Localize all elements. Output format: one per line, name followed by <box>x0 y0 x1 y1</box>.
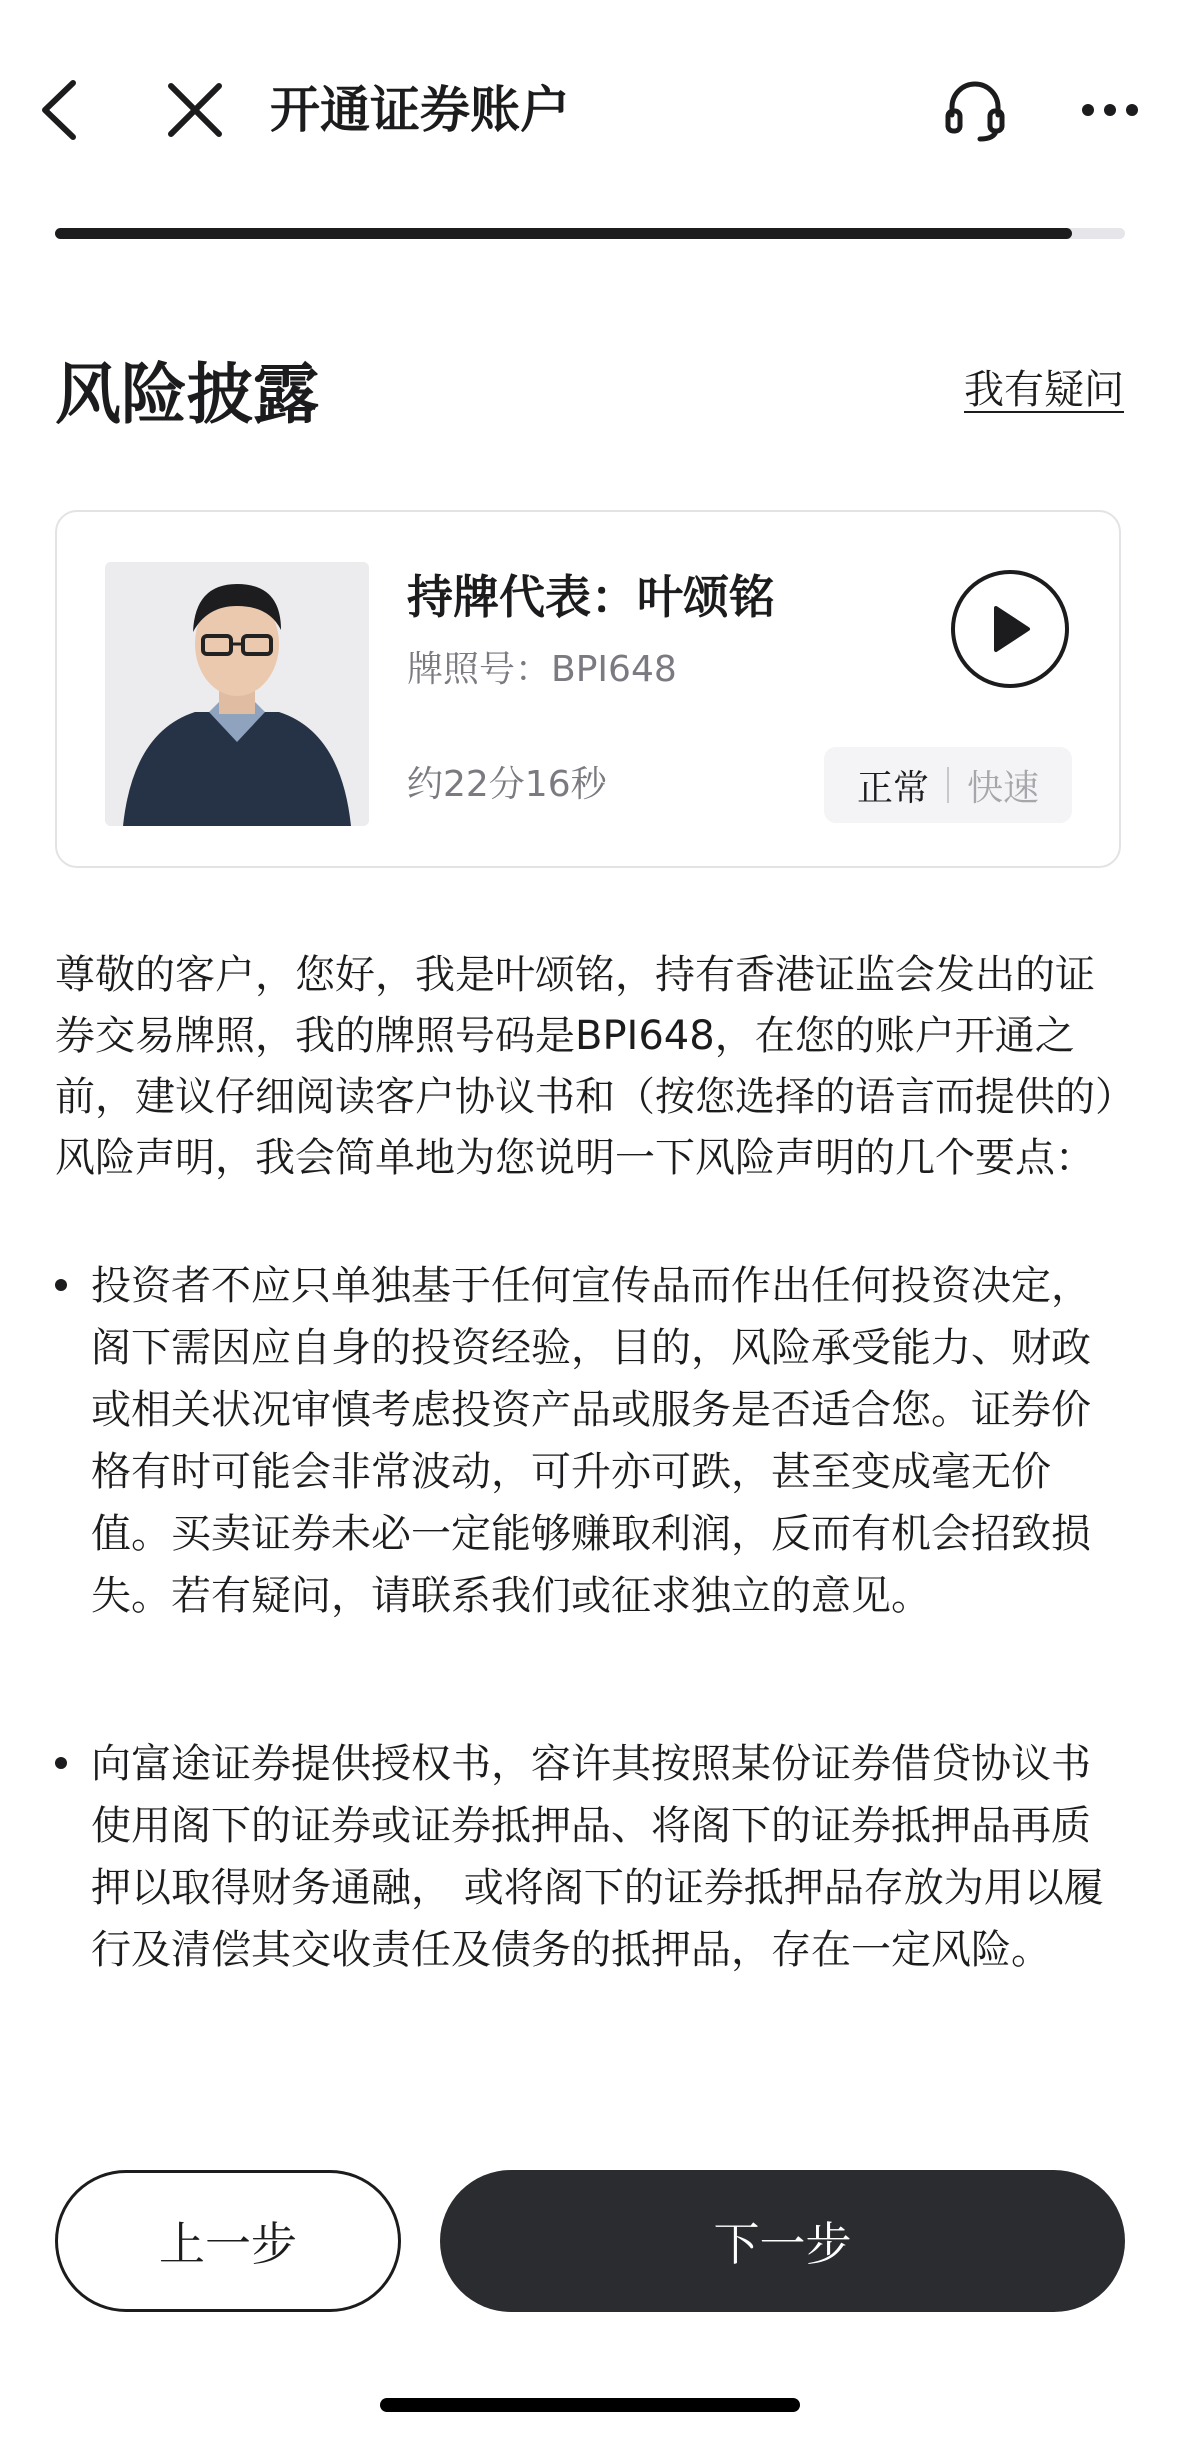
page-title: 风险披露 <box>55 356 319 433</box>
license-label: 牌照号： <box>407 649 552 690</box>
headset-icon <box>942 77 1008 143</box>
playback-speed-toggle <box>824 747 1072 823</box>
representative-name-row <box>407 562 775 632</box>
close-icon <box>165 80 225 140</box>
home-indicator <box>380 2398 800 2412</box>
close-button[interactable] <box>150 60 240 160</box>
play-button[interactable] <box>951 570 1069 688</box>
representative-name: 叶颂铭 <box>637 570 775 624</box>
bullet-text: 投资者不应只单独基于任何宣传品而作出任何投资决定，阁下需因应自身的投资经验，目的，风险承受能力、财政或相关状况审慎考虑投资产品或服务是否适合您。证券价格有时可能会非常波动，可升亦可跌，甚至变成毫无价值。买卖证券未必一定能够赚取利润，反而有机会招致损失。若有疑问，请联系我们或征求独立的意见。 <box>91 1263 1091 1619</box>
progress-fill <box>55 228 1072 239</box>
license-number: BPI648 <box>551 649 677 690</box>
list-item <box>55 1255 1125 1627</box>
representative-card <box>55 510 1121 868</box>
representative-name-label: 持牌代表： <box>407 570 637 624</box>
list-item <box>55 1733 1125 1981</box>
bullet-dot <box>55 1757 67 1769</box>
more-button[interactable] <box>1060 60 1160 160</box>
next-step-button[interactable]: 下一步 <box>440 2170 1125 2312</box>
speed-normal-option[interactable]: 正常 <box>856 767 929 809</box>
customer-service-button[interactable] <box>925 60 1025 160</box>
audio-duration: 约22分16秒 <box>407 764 607 805</box>
help-link[interactable]: 我有疑问 <box>964 367 1124 413</box>
chevron-left-icon <box>35 75 85 145</box>
play-icon <box>988 604 1032 654</box>
bullet-text: 向富途证券提供授权书，容许其按照某份证券借贷协议书使用阁下的证券或证券抵押品、将阁下的证券抵押品再质押以取得财务通融， 或将阁下的证券抵押品存放为用以履行及清偿其交收责任及债务的抵押品，存在一定风险。 <box>91 1741 1104 1973</box>
back-button[interactable] <box>20 60 100 160</box>
bullet-dot <box>55 1279 67 1291</box>
license-row <box>407 642 677 698</box>
nav-title: 开通证券账户 <box>270 81 570 139</box>
scroll-fade <box>0 1980 1179 2120</box>
speed-fast-option[interactable]: 快速 <box>967 767 1040 809</box>
intro-paragraph: 尊敬的客户，您好，我是叶颂铭，持有香港证监会发出的证券交易牌照，我的牌照号码是BPI648，在您的账户开通之前，建议仔细阅读客户协议书和（按您选择的语言而提供的）风险声明，我会简单地为您说明一下风险声明的几个要点： <box>55 952 1115 1181</box>
more-horizontal-icon <box>1080 102 1140 118</box>
previous-step-button[interactable]: 上一步 <box>55 2170 401 2312</box>
representative-avatar <box>105 562 369 826</box>
progress-bar <box>55 228 1125 239</box>
